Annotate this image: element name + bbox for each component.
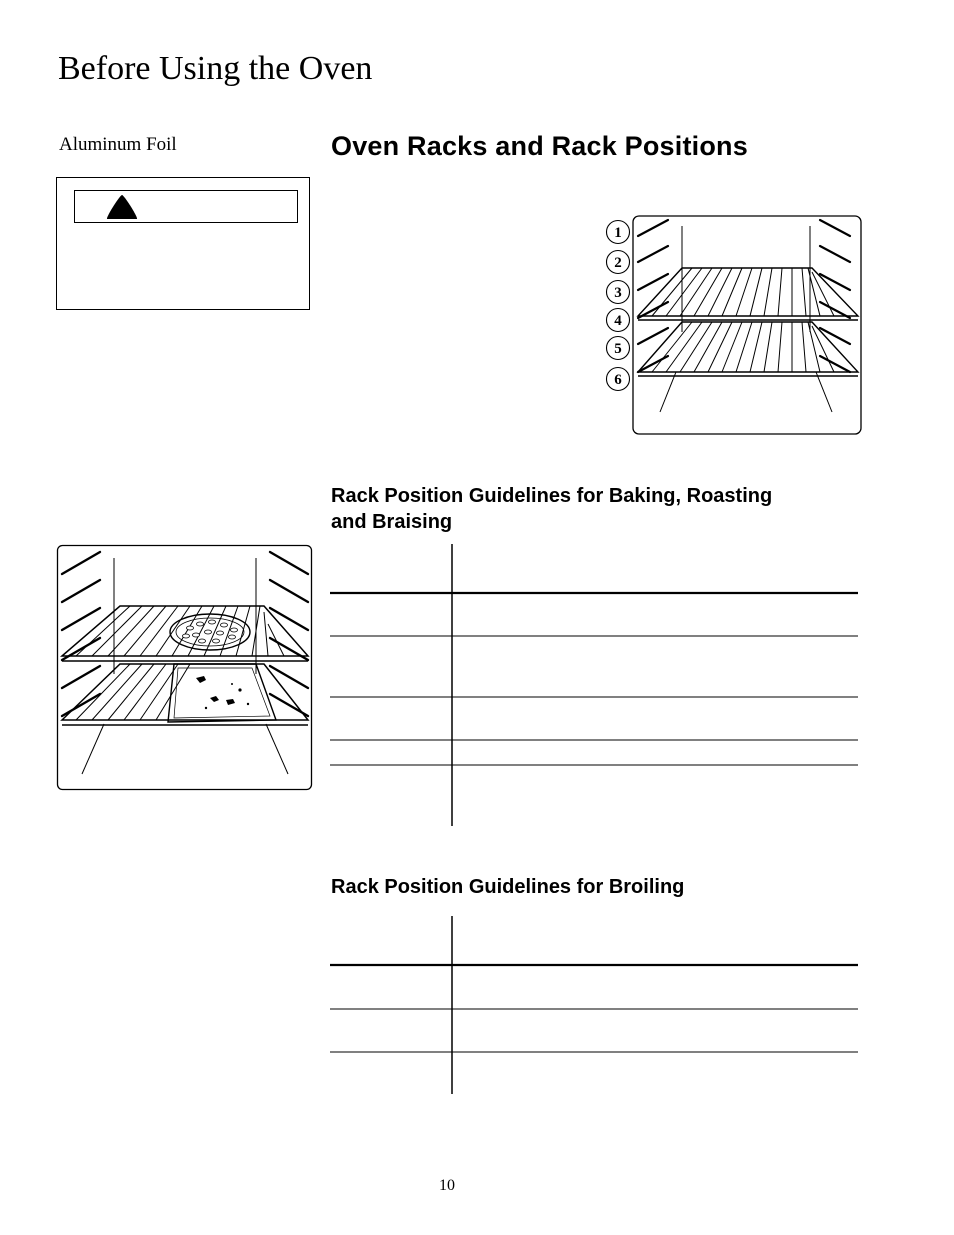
- baking-guidelines-table: [330, 544, 860, 828]
- warning-triangle-icon: [104, 193, 140, 221]
- oven-racks-heading: Oven Racks and Rack Positions: [331, 131, 748, 161]
- rack-position-number: 2: [614, 255, 622, 271]
- aluminum-foil-heading: Aluminum Foil: [59, 134, 177, 155]
- baking-guidelines-heading: Rack Position Guidelines for Baking, Roasting and Braising: [331, 485, 773, 533]
- oven-rack-positions-illustration: [600, 212, 864, 438]
- page-number: 10: [439, 1177, 455, 1194]
- rack-position-number: 4: [614, 313, 622, 329]
- rack-position-number: 1: [614, 225, 622, 241]
- rack-position-number: 5: [614, 341, 622, 357]
- broiling-guidelines-table: [330, 916, 860, 1096]
- broiling-guidelines-heading: Rack Position Guidelines for Broiling: [331, 876, 685, 898]
- rack-position-number: 6: [614, 372, 622, 388]
- rack-position-number: 3: [614, 285, 622, 301]
- oven-with-foil-illustration: [56, 544, 314, 792]
- page-title: Before Using the Oven: [58, 50, 373, 87]
